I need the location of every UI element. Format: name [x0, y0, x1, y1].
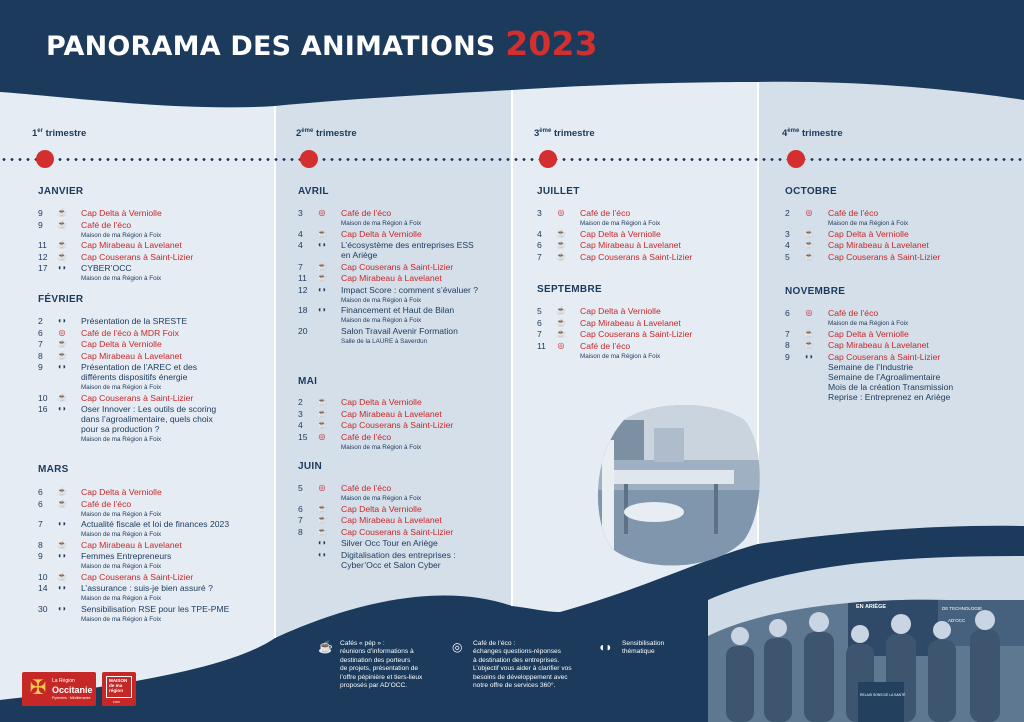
- event-row: [537, 208, 767, 229]
- event-row: [785, 252, 1015, 264]
- event-row: [537, 240, 767, 252]
- event-day: 9: [38, 551, 43, 561]
- event-title: Café de l’éco: [580, 340, 631, 351]
- photo-sign-relais: RELAIS SONS DE LA SANTÉ: [860, 693, 906, 697]
- cafe-eco-icon: ◎: [452, 640, 463, 654]
- cafe-pep-icon: ☕: [57, 240, 67, 249]
- event-title: L’assurance : suis-je bien assuré ?: [81, 583, 213, 593]
- event-title: Café de l’éco: [81, 498, 132, 509]
- event-day: 7: [785, 328, 790, 339]
- event-location: Maison de ma Région à Foix: [81, 531, 162, 538]
- event-day: 6: [298, 503, 303, 514]
- sensibilisation-icon: ◖◗: [57, 583, 67, 592]
- cafe-pep-icon: ☕: [57, 219, 67, 229]
- event-row: [785, 208, 1015, 229]
- event-title: Café de l’éco: [828, 208, 879, 218]
- event-row: [298, 538, 528, 550]
- no-icon: [316, 326, 328, 336]
- event-title: Cap Couserans à Saint-Lizier: [341, 526, 454, 537]
- event-row: [38, 404, 268, 445]
- photo-sign-adocc: AD’OCC: [948, 618, 966, 623]
- cafe-eco-icon: ◎: [318, 431, 326, 441]
- cafe-pep-icon: ☕: [556, 317, 566, 327]
- cafe-eco-icon: ◎: [805, 308, 813, 317]
- event-day: 11: [38, 240, 47, 250]
- event-row: [38, 316, 268, 328]
- event-title: Cap Delta à Verniolle: [81, 487, 162, 497]
- event-location: Maison de ma Région à Foix: [81, 275, 162, 282]
- event-row: [785, 308, 1015, 329]
- event-day: 16: [38, 404, 48, 414]
- event-title: Semaine de l’Agroalimentaire: [828, 371, 941, 382]
- event-title: Café de l’éco: [341, 431, 392, 442]
- cafe-pep-icon: ☕: [317, 526, 327, 536]
- event-row: [785, 329, 1015, 341]
- event-row: [298, 240, 528, 262]
- event-row: [38, 519, 268, 540]
- sensibilisation-icon: ◖◗: [57, 519, 67, 528]
- event-row: [38, 551, 268, 572]
- event-title: Cap Delta à Verniolle: [828, 228, 909, 239]
- event-title: Café de l’éco: [341, 208, 392, 218]
- event-title: Café de l’éco: [580, 208, 631, 218]
- event-day: 20: [298, 325, 308, 336]
- sensibilisation-icon: ◖◗: [317, 305, 327, 314]
- cafe-pep-icon: ☕: [804, 328, 814, 338]
- event-day: 7: [38, 339, 43, 349]
- sensibilisation-icon: ◖◗: [317, 284, 327, 294]
- event-location: Maison de ma Région à Foix: [81, 510, 162, 518]
- event-row: [298, 326, 528, 347]
- event-day: 10: [38, 392, 48, 403]
- event-title: Cap Mirabeau à Lavelanet: [81, 350, 182, 361]
- timeline-marker-q1: [36, 150, 54, 168]
- month-heading-7: SEPTEMBRE: [537, 284, 602, 295]
- event-day: 12: [38, 251, 48, 262]
- cafe-pep-icon: ☕: [556, 329, 566, 338]
- cafe-pep-icon: ☕: [556, 228, 566, 238]
- event-day: 2: [298, 397, 303, 407]
- event-day: 8: [298, 526, 303, 537]
- event-day: 12: [298, 284, 308, 295]
- cafe-pep-icon: ☕: [57, 350, 67, 360]
- event-title: Cap Mirabeau à Lavelanet: [341, 273, 442, 283]
- event-title: Cap Delta à Verniolle: [341, 397, 422, 407]
- legend-sensibilisation: Sensibilisation thématique: [622, 640, 665, 656]
- event-day: 6: [38, 327, 43, 338]
- event-row: [298, 229, 528, 241]
- cafe-eco-icon: ◎: [557, 340, 565, 350]
- event-day: 5: [537, 306, 542, 316]
- event-day: 17: [38, 263, 48, 273]
- event-title: Présentation de l’AREC et des: [81, 362, 198, 372]
- event-day: 7: [537, 251, 542, 262]
- event-row: [785, 240, 1015, 252]
- event-row: [298, 432, 528, 453]
- event-title: pour sa production ?: [81, 424, 160, 434]
- event-location: Salle de la LAURE à Saverdun: [341, 337, 428, 345]
- office-photo: [594, 400, 762, 570]
- cafe-eco-icon: ◎: [318, 483, 326, 492]
- event-title: Cyber’Occ et Salon Cyber: [341, 559, 441, 570]
- event-title: Actualité fiscale et loi de finances 2023: [81, 519, 230, 529]
- event-row: [38, 351, 268, 363]
- event-day: 3: [298, 408, 303, 419]
- cafe-eco-icon: ◎: [318, 208, 326, 217]
- month-heading-1: FÉVRIER: [38, 294, 84, 305]
- month-heading-9: NOVEMBRE: [785, 286, 846, 297]
- month-heading-2: MARS: [38, 464, 69, 475]
- cafe-pep-icon: ☕: [57, 208, 67, 217]
- event-title: Présentation de la SRESTE: [81, 316, 188, 326]
- sensibilisation-icon: ◖◗: [57, 404, 67, 413]
- sensibilisation-icon: ◖◗: [317, 240, 327, 249]
- event-title: Cap Delta à Verniolle: [341, 228, 422, 239]
- event-day: 30: [38, 603, 48, 614]
- month-heading-8: OCTOBRE: [785, 186, 837, 197]
- event-row: [38, 487, 268, 499]
- event-row: [298, 515, 528, 527]
- event-row: [537, 318, 767, 330]
- legend-cafe-eco: Café de l’éco : échanges questions-réponses à destination des entreprises. L’objectif vous aider à clarifier vos besoins de développement avec notre offre de services 360°.: [473, 640, 572, 690]
- event-day: 3: [298, 208, 303, 218]
- event-row: [537, 306, 767, 318]
- event-row: [298, 285, 528, 306]
- event-day: 4: [298, 420, 303, 430]
- sensibilisation-icon: ◖◗: [57, 263, 67, 272]
- event-row: [38, 572, 268, 584]
- event-title: Cap Couserans à Saint-Lizier: [81, 251, 194, 262]
- event-title: Cap Mirabeau à Lavelanet: [580, 240, 681, 250]
- event-day: 15: [298, 431, 308, 442]
- cafe-pep-icon: ☕: [57, 339, 67, 348]
- event-row: [537, 229, 767, 241]
- event-row: [537, 341, 767, 362]
- event-title: Cap Couserans à Saint-Lizier: [828, 251, 941, 262]
- event-day: 4: [298, 228, 303, 239]
- event-row: [38, 583, 268, 604]
- event-row: [785, 352, 1015, 404]
- event-title: Cap Delta à Verniolle: [828, 328, 909, 339]
- event-day: 4: [298, 240, 303, 250]
- event-title: Cap Mirabeau à Lavelanet: [341, 515, 442, 525]
- sensibilisation-icon: ◖◗: [317, 549, 327, 559]
- event-row: [298, 397, 528, 409]
- month-heading-3: AVRIL: [298, 186, 329, 197]
- event-row: [38, 339, 268, 351]
- event-row: [38, 263, 268, 284]
- trimester-3-label: 3ème trimestre: [534, 128, 595, 140]
- event-day: 9: [38, 208, 43, 218]
- event-title: Oser Innover : Les outils de scoring: [81, 404, 217, 414]
- legend-cafes-pep: Cafés « pép » : réunions d’informations à destination des porteurs de projets, présentation de l’offre pépinière et tiers-lieux proposés par AD’OCC.: [340, 640, 423, 690]
- event-day: 8: [38, 350, 43, 361]
- event-day: 2: [785, 208, 790, 218]
- event-day: 18: [298, 305, 308, 315]
- cafe-pep-icon: ☕: [57, 487, 67, 496]
- event-day: 5: [785, 251, 790, 262]
- maison-de-ma-region-logo: MAISON de ma région FOIX: [102, 672, 136, 706]
- event-day: 9: [785, 351, 790, 362]
- event-title: Cap Mirabeau à Lavelanet: [828, 340, 929, 350]
- event-title: Femmes Entrepreneurs: [81, 551, 172, 561]
- event-row: [785, 340, 1015, 352]
- sensibilisation-icon: ◖◗: [57, 316, 67, 325]
- event-row: [537, 252, 767, 264]
- region-occitanie-logo: ✠ La Région Occitanie Pyrénées · Méditerranée: [22, 672, 96, 706]
- cafe-pep-icon: ☕: [317, 397, 327, 406]
- cafe-pep-icon: ☕: [317, 408, 327, 418]
- event-title: Sensibilisation RSE pour les TPE-PME: [81, 603, 230, 614]
- event-row: [298, 550, 528, 572]
- event-day: 7: [298, 515, 303, 525]
- event-location: Maison de ma Région à Foix: [341, 495, 422, 502]
- sensibilisation-icon: ◖◗: [804, 351, 814, 361]
- event-title: Digitalisation des entreprises :: [341, 549, 456, 560]
- sensibilisation-icon: ◖◗: [57, 603, 67, 613]
- month-heading-4: MAI: [298, 376, 318, 387]
- event-day: 7: [537, 329, 542, 339]
- event-title: Cap Couserans à Saint-Lizier: [341, 261, 454, 272]
- cafe-eco-icon: ◎: [58, 327, 66, 337]
- cafe-pep-icon: ☕: [317, 261, 327, 271]
- event-location: Maison de ma Région à Foix: [81, 595, 162, 602]
- cafe-pep-icon: ☕: [556, 306, 566, 315]
- title-main: PANORAMA DES ANIMATIONS: [46, 31, 496, 62]
- event-title: Impact Score : comment s’évaluer ?: [341, 284, 479, 295]
- trimester-2-label: 2ème trimestre: [296, 128, 357, 140]
- event-title: L’écosystème des entreprises ESS: [341, 240, 474, 250]
- sensibilisation-icon: ◖◗: [57, 362, 67, 371]
- event-title: Cap Couserans à Saint-Lizier: [580, 251, 693, 262]
- event-location: Maison de ma Région à Foix: [81, 436, 162, 443]
- event-day: 4: [785, 240, 790, 250]
- event-location: Maison de ma Région à Foix: [81, 384, 162, 391]
- event-title: Cap Mirabeau à Lavelanet: [341, 408, 442, 419]
- event-day: 4: [537, 228, 542, 239]
- cafe-pep-icon: ☕: [317, 420, 327, 429]
- event-row: [298, 262, 528, 274]
- event-row: [298, 420, 528, 432]
- event-day: 6: [537, 317, 542, 328]
- timeline-dotted-line: [0, 158, 1024, 161]
- cafe-eco-icon: ◎: [805, 208, 813, 217]
- event-title: Cap Couserans à Saint-Lizier: [580, 329, 693, 339]
- event-row: [38, 393, 268, 405]
- event-title: Mois de la création Transmission: [828, 381, 954, 392]
- cafe-pep-icon: ☕: [57, 571, 67, 581]
- cafe-pep-icon: ☕: [57, 251, 67, 261]
- event-title: Cap Couserans à Saint-Lizier: [341, 420, 454, 430]
- cafe-pep-icon: ☕: [556, 251, 566, 261]
- event-day: 8: [38, 539, 43, 550]
- event-location: Maison de ma Région à Foix: [580, 220, 661, 227]
- cafe-pep-icon: ☕: [804, 228, 814, 238]
- timeline-marker-q3: [539, 150, 557, 168]
- event-row: [38, 220, 268, 241]
- event-row: [38, 499, 268, 520]
- event-title: Silver Occ Tour en Ariège: [341, 538, 438, 548]
- event-location: Maison de ma Région à Foix: [81, 563, 162, 570]
- event-day: 6: [38, 487, 43, 497]
- event-title: dans l’agroalimentaire, quels choix: [81, 414, 213, 424]
- event-title: Cap Delta à Verniolle: [81, 339, 162, 349]
- event-row: [785, 229, 1015, 241]
- cafe-pep-icon: ☕: [57, 539, 67, 549]
- cafe-pep-icon: ☕: [57, 392, 67, 402]
- photo-sign-technologie: DE TECHNOLOGIE: [942, 606, 983, 611]
- event-row: [38, 362, 268, 393]
- event-day: 3: [537, 208, 542, 218]
- event-title: Cap Delta à Verniolle: [81, 208, 162, 218]
- event-title: Cap Mirabeau à Lavelanet: [580, 317, 681, 328]
- event-location: Maison de ma Région à Foix: [341, 296, 422, 304]
- event-row: [298, 305, 528, 326]
- event-title: Cap Mirabeau à Lavelanet: [828, 240, 929, 250]
- timeline-marker-q2: [300, 150, 318, 168]
- event-location: Maison de ma Région à Foix: [341, 443, 422, 451]
- event-row: [298, 527, 528, 539]
- cafe-eco-icon: ◎: [557, 208, 565, 217]
- month-heading-5: JUIN: [298, 461, 322, 472]
- event-day: 7: [298, 261, 303, 272]
- cafe-pep-icon: ☕: [318, 640, 333, 654]
- event-row: [38, 540, 268, 552]
- event-title: Café de l’éco: [828, 308, 879, 318]
- event-day: 2: [38, 316, 43, 326]
- timeline-marker-q4: [787, 150, 805, 168]
- occitan-cross-icon: ✠: [29, 677, 47, 699]
- page-title: [46, 24, 598, 63]
- photo-sign-en-ariege: EN ARIÈGE: [856, 604, 887, 610]
- event-title: Cap Delta à Verniolle: [580, 306, 661, 316]
- event-title: différents dispositifs énergie: [81, 372, 188, 382]
- event-title: Cap Mirabeau à Lavelanet: [81, 539, 182, 550]
- cafe-pep-icon: ☕: [57, 498, 67, 508]
- event-title: Cap Couserans à Saint-Lizier: [81, 392, 194, 403]
- event-row: [38, 208, 268, 220]
- event-title: Cap Delta à Verniolle: [580, 228, 661, 239]
- event-row: [298, 409, 528, 421]
- event-location: Maison de ma Région à Foix: [341, 317, 422, 324]
- event-location: Maison de ma Région à Foix: [81, 231, 162, 239]
- cafe-pep-icon: ☕: [804, 240, 814, 249]
- event-row: [298, 273, 528, 285]
- event-title: Salon Travail Avenir Formation: [341, 325, 458, 336]
- event-title: Financement et Haut de Bilan: [341, 305, 455, 315]
- event-day: 11: [537, 340, 546, 351]
- event-title: Cap Delta à Verniolle: [341, 503, 422, 514]
- event-day: 9: [38, 219, 43, 230]
- event-day: 14: [38, 583, 48, 593]
- sensibilisation-icon: ◖◗: [598, 640, 613, 654]
- cafe-pep-icon: ☕: [804, 251, 814, 261]
- event-location: Maison de ma Région à Foix: [828, 220, 909, 227]
- sensibilisation-icon: ◖◗: [57, 551, 67, 560]
- cafe-pep-icon: ☕: [317, 503, 327, 513]
- event-day: 6: [38, 498, 43, 509]
- event-row: [537, 329, 767, 341]
- trimester-4-label: 4ème trimestre: [782, 128, 843, 140]
- event-location: Maison de ma Région à Foix: [580, 352, 661, 360]
- title-year: 2023: [505, 24, 598, 63]
- event-title: Semaine de l’Industrie: [828, 361, 914, 372]
- month-heading-6: JUILLET: [537, 186, 580, 197]
- event-location: Maison de ma Région à Foix: [81, 615, 162, 623]
- event-location: Maison de ma Région à Foix: [341, 220, 422, 227]
- event-row: [38, 328, 268, 340]
- event-title: Café de l’éco à MDR Foix: [81, 327, 179, 338]
- event-title: Café de l’éco: [341, 483, 392, 493]
- event-row: [298, 208, 528, 229]
- event-day: 9: [38, 362, 43, 372]
- event-day: 8: [785, 340, 790, 350]
- event-title: Cap Mirabeau à Lavelanet: [81, 240, 182, 250]
- event-location: Maison de ma Région à Foix: [828, 320, 909, 327]
- sensibilisation-icon: ◖◗: [317, 538, 327, 547]
- event-day: 11: [298, 273, 307, 283]
- event-day: 10: [38, 571, 48, 582]
- event-title: CYBER’OCC: [81, 263, 132, 273]
- event-day: 6: [537, 240, 542, 250]
- event-day: 3: [785, 228, 790, 239]
- event-row: [298, 504, 528, 516]
- month-heading-0: JANVIER: [38, 186, 84, 197]
- event-title: Cap Couserans à Saint-Lizier: [81, 571, 194, 582]
- cafe-pep-icon: ☕: [317, 515, 327, 524]
- event-row: [38, 604, 268, 625]
- cafe-pep-icon: ☕: [556, 240, 566, 249]
- event-day: 5: [298, 483, 303, 493]
- event-row: [38, 252, 268, 264]
- cafe-pep-icon: ☕: [317, 228, 327, 238]
- cafe-pep-icon: ☕: [317, 273, 327, 282]
- trimester-1-label: 1er trimestre: [32, 128, 87, 140]
- event-day: 7: [38, 519, 43, 529]
- event-row: [298, 483, 528, 504]
- event-row: [38, 240, 268, 252]
- cafe-pep-icon: ☕: [804, 340, 814, 349]
- event-title: en Ariège: [341, 250, 378, 260]
- team-photo: [708, 596, 1024, 722]
- event-title: Café de l’éco: [81, 219, 132, 230]
- event-day: 6: [785, 308, 790, 318]
- event-title: Cap Couserans à Saint-Lizier: [828, 351, 941, 362]
- event-title: Reprise : Entreprenez en Ariège: [828, 391, 951, 402]
